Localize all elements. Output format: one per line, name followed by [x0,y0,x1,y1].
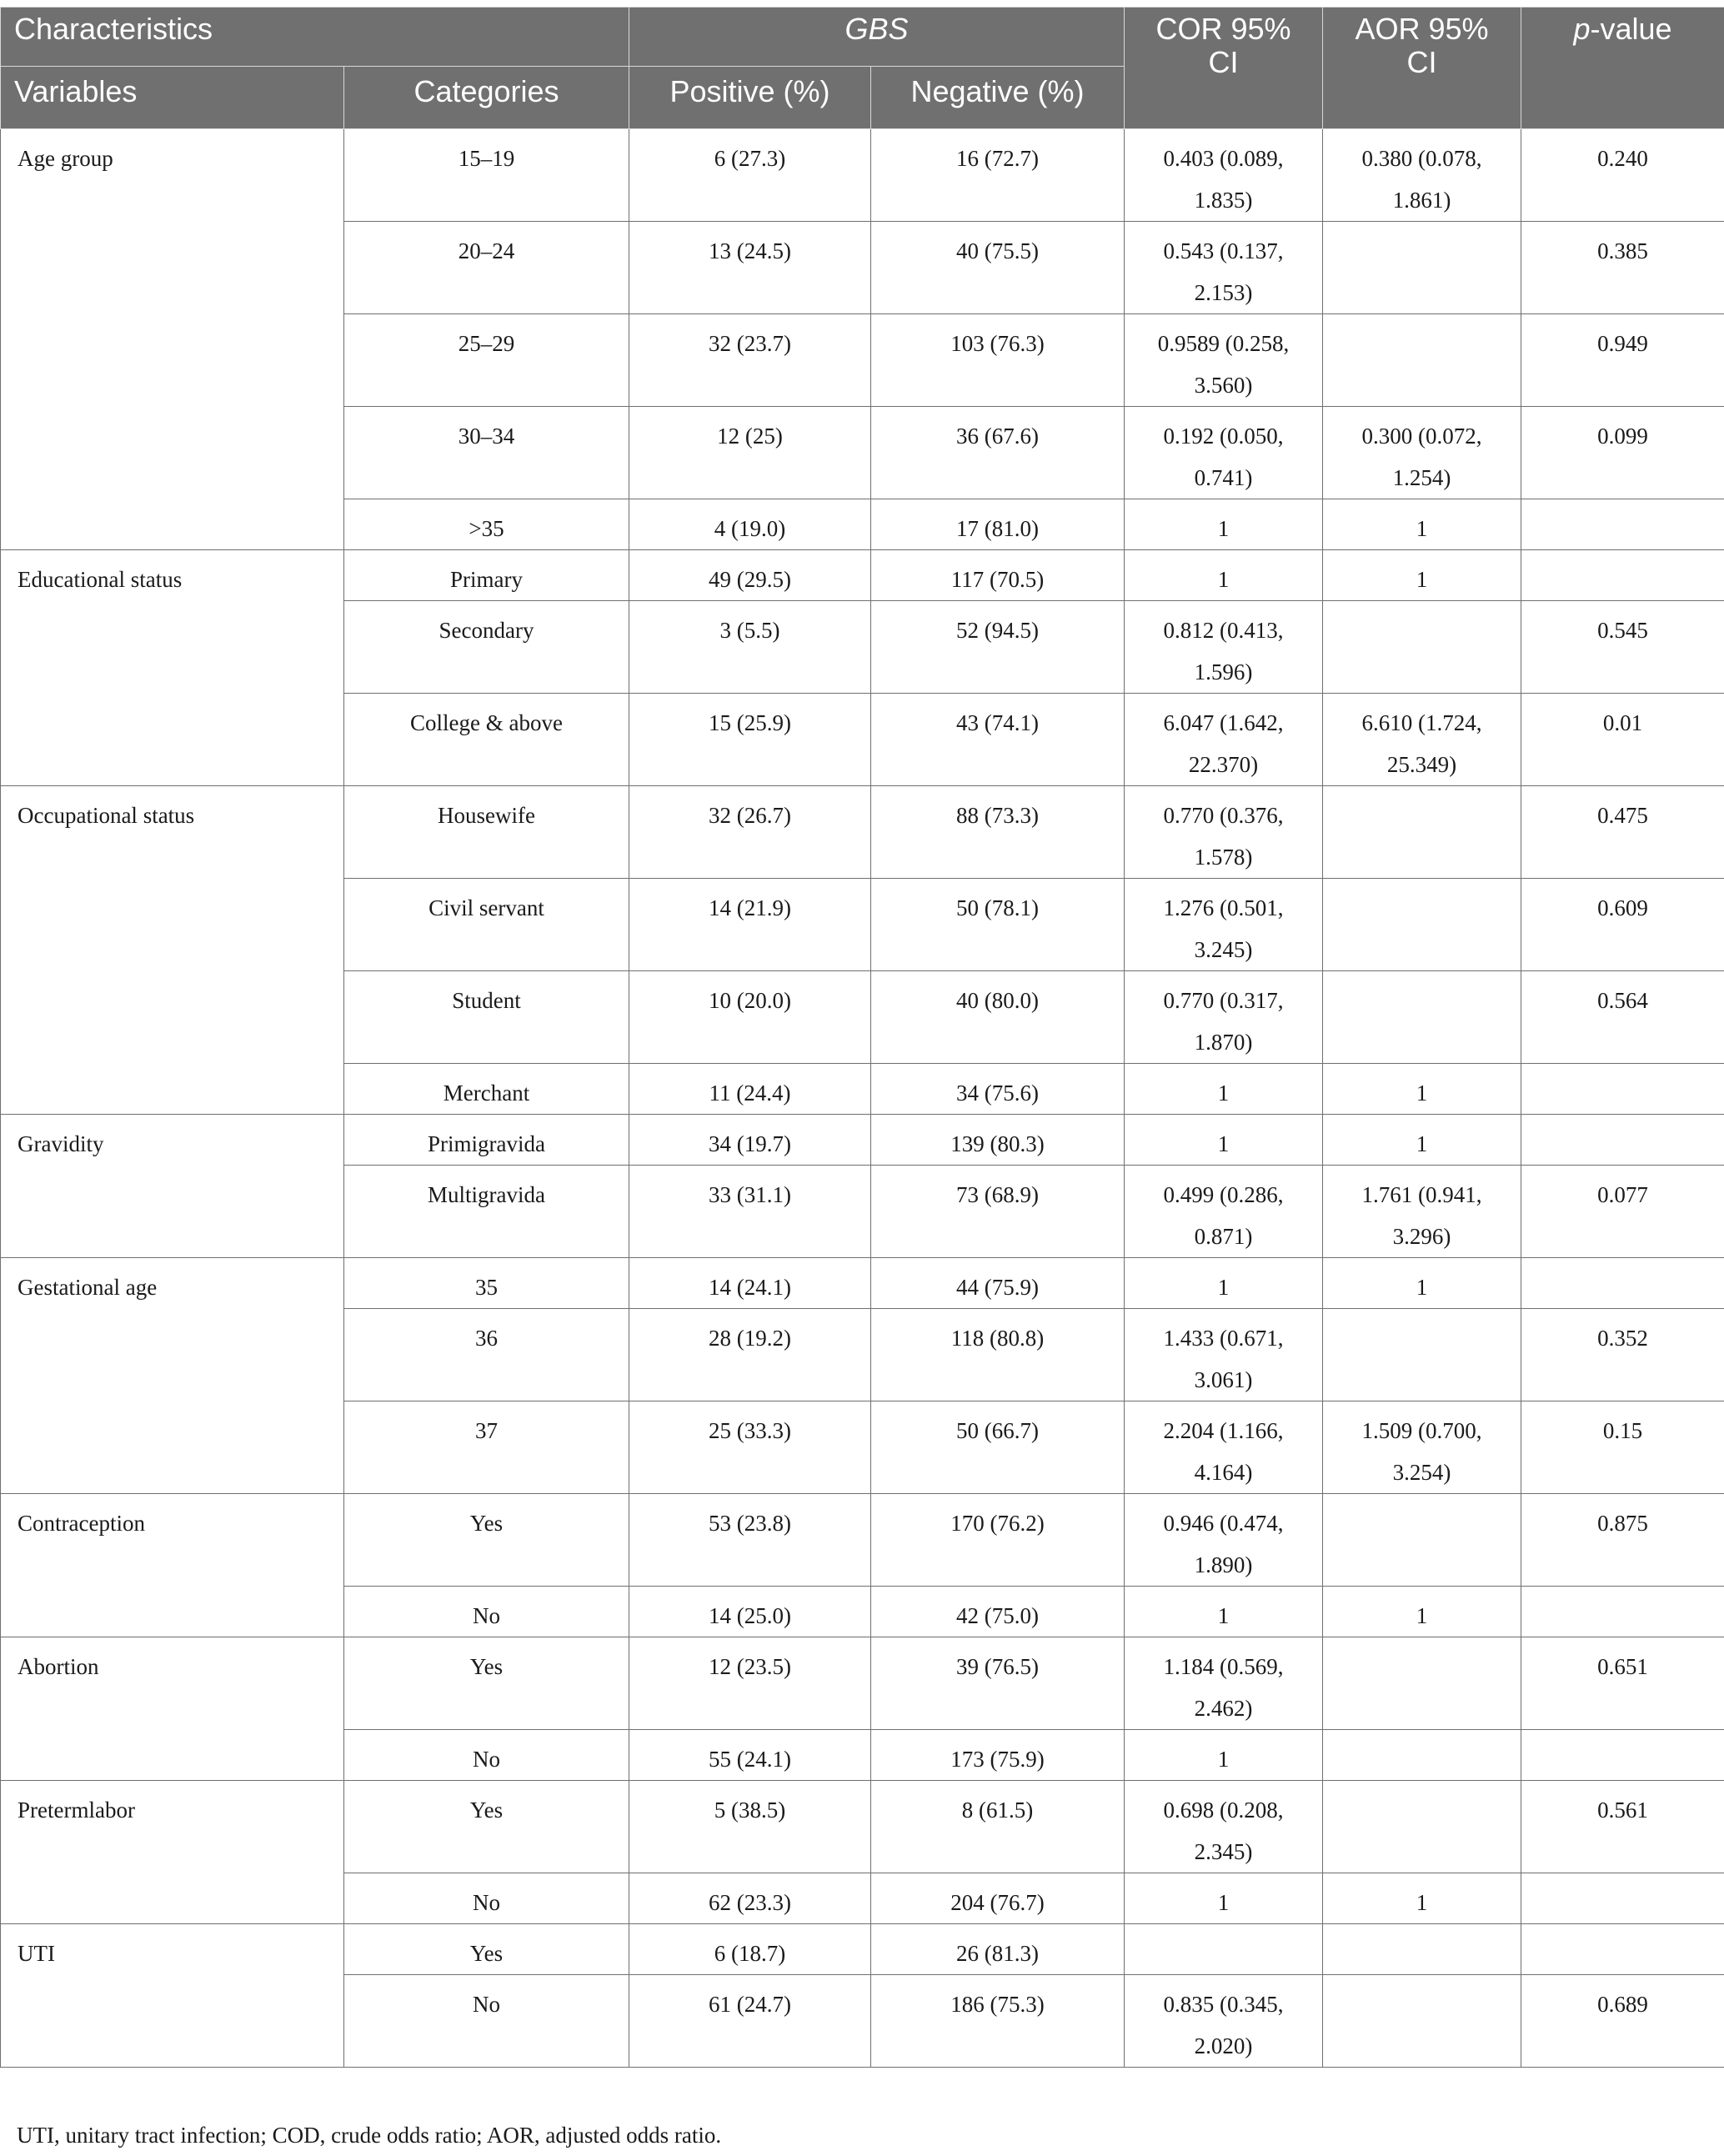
aor-cell [1323,1637,1521,1730]
negative-cell: 73 (68.9) [871,1166,1125,1258]
negative-cell: 40 (75.5) [871,222,1125,314]
p-cell: 0.385 [1521,222,1724,314]
table-row [1,786,1724,879]
p-cell: 0.609 [1521,879,1724,971]
negative-cell: 34 (75.6) [871,1064,1125,1115]
variable-cell: Abortion [1,1637,344,1781]
header-negative: Negative (%) [871,67,1125,129]
negative-cell: 40 (80.0) [871,971,1125,1064]
negative-cell: 52 (94.5) [871,601,1125,694]
category-cell: No [344,1873,629,1924]
cor-cell: 0.698 (0.208, 2.345) [1125,1781,1323,1873]
header-positive: Positive (%) [629,67,871,129]
p-cell: 0.689 [1521,1975,1724,2068]
category-cell: Civil servant [344,879,629,971]
header-p-italic: p [1573,12,1591,46]
header-p-value [1521,8,1724,129]
table-container [0,7,1724,2068]
aor-cell [1323,786,1521,879]
negative-cell: 204 (76.7) [871,1873,1125,1924]
negative-cell: 50 (78.1) [871,879,1125,971]
category-cell: 20–24 [344,222,629,314]
cor-cell: 0.403 (0.089, 1.835) [1125,129,1323,222]
aor-cell: 1 [1323,1064,1521,1115]
category-cell: Housewife [344,786,629,879]
header-cor: COR 95% CI [1125,8,1323,129]
p-cell: 0.545 [1521,601,1724,694]
positive-cell: 11 (24.4) [629,1064,871,1115]
p-cell [1521,1730,1724,1781]
negative-cell: 36 (67.6) [871,407,1125,499]
p-cell: 0.352 [1521,1309,1724,1401]
aor-cell: 1.509 (0.700, 3.254) [1323,1401,1521,1494]
p-cell: 0.949 [1521,314,1724,407]
category-cell: Primary [344,550,629,601]
p-cell [1521,1115,1724,1166]
cor-cell: 0.543 (0.137, 2.153) [1125,222,1323,314]
aor-cell: 0.380 (0.078, 1.861) [1323,129,1521,222]
p-cell: 0.561 [1521,1781,1724,1873]
category-cell: 15–19 [344,129,629,222]
aor-cell [1323,1975,1521,2068]
aor-cell: 0.300 (0.072, 1.254) [1323,407,1521,499]
p-cell: 0.01 [1521,694,1724,786]
category-cell: No [344,1587,629,1637]
cor-cell: 0.499 (0.286, 0.871) [1125,1166,1323,1258]
category-cell: Secondary [344,601,629,694]
positive-cell: 49 (29.5) [629,550,871,601]
p-cell [1521,1924,1724,1975]
p-cell [1521,499,1724,550]
variable-cell: Gestational age [1,1258,344,1494]
p-cell: 0.099 [1521,407,1724,499]
category-cell: Yes [344,1494,629,1587]
cor-cell [1125,1924,1323,1975]
aor-cell [1323,1730,1521,1781]
cor-cell: 0.770 (0.317, 1.870) [1125,971,1323,1064]
positive-cell: 34 (19.7) [629,1115,871,1166]
category-cell: Yes [344,1637,629,1730]
aor-cell: 1.761 (0.941, 3.296) [1323,1166,1521,1258]
aor-cell: 1 [1323,1587,1521,1637]
negative-cell: 43 (74.1) [871,694,1125,786]
positive-cell: 4 (19.0) [629,499,871,550]
negative-cell: 117 (70.5) [871,550,1125,601]
category-cell: 36 [344,1309,629,1401]
category-cell: College & above [344,694,629,786]
cor-cell: 1.276 (0.501, 3.245) [1125,879,1323,971]
aor-cell [1323,1781,1521,1873]
table-row [1,1258,1724,1309]
table-footnote: UTI, unitary tract infection; COD, crude odds ratio; AOR, adjusted odds ratio. [17,2123,722,2148]
negative-cell: 17 (81.0) [871,499,1125,550]
positive-cell: 61 (24.7) [629,1975,871,2068]
positive-cell: 32 (26.7) [629,786,871,879]
aor-cell: 1 [1323,1258,1521,1309]
variable-cell: Pretermlabor [1,1781,344,1924]
table-row [1,1494,1724,1587]
category-cell: Student [344,971,629,1064]
header-p-rest: -value [1590,12,1672,46]
positive-cell: 62 (23.3) [629,1873,871,1924]
header-aor: AOR 95% CI [1323,8,1521,129]
aor-cell: 6.610 (1.724, 25.349) [1323,694,1521,786]
header-variables: Variables [1,67,344,129]
positive-cell: 6 (27.3) [629,129,871,222]
negative-cell: 88 (73.3) [871,786,1125,879]
negative-cell: 139 (80.3) [871,1115,1125,1166]
negative-cell: 50 (66.7) [871,1401,1125,1494]
aor-cell: 1 [1323,1873,1521,1924]
variable-cell: Occupational status [1,786,344,1115]
aor-cell: 1 [1323,550,1521,601]
header-gbs: GBS [629,8,1125,67]
negative-cell: 170 (76.2) [871,1494,1125,1587]
negative-cell: 103 (76.3) [871,314,1125,407]
category-cell: Multigravida [344,1166,629,1258]
p-cell: 0.077 [1521,1166,1724,1258]
aor-cell [1323,1494,1521,1587]
positive-cell: 28 (19.2) [629,1309,871,1401]
aor-cell: 1 [1323,499,1521,550]
category-cell: Primigravida [344,1115,629,1166]
cor-cell: 1 [1125,1064,1323,1115]
cor-cell: 1 [1125,1258,1323,1309]
category-cell: 30–34 [344,407,629,499]
p-cell: 0.564 [1521,971,1724,1064]
aor-cell [1323,222,1521,314]
negative-cell: 39 (76.5) [871,1637,1125,1730]
category-cell: Yes [344,1924,629,1975]
aor-cell: 1 [1323,1115,1521,1166]
positive-cell: 12 (23.5) [629,1637,871,1730]
p-cell: 0.240 [1521,129,1724,222]
p-cell [1521,1258,1724,1309]
positive-cell: 53 (23.8) [629,1494,871,1587]
positive-cell: 25 (33.3) [629,1401,871,1494]
category-cell: 35 [344,1258,629,1309]
positive-cell: 14 (25.0) [629,1587,871,1637]
table-row [1,550,1724,601]
cor-cell: 2.204 (1.166, 4.164) [1125,1401,1323,1494]
p-cell [1521,1587,1724,1637]
table-row [1,1115,1724,1166]
table-row [1,129,1724,222]
category-cell: No [344,1730,629,1781]
table-row [1,1781,1724,1873]
p-cell: 0.875 [1521,1494,1724,1587]
aor-cell [1323,879,1521,971]
positive-cell: 55 (24.1) [629,1730,871,1781]
negative-cell: 42 (75.0) [871,1587,1125,1637]
negative-cell: 26 (81.3) [871,1924,1125,1975]
positive-cell: 6 (18.7) [629,1924,871,1975]
cor-cell: 1 [1125,1587,1323,1637]
aor-cell [1323,314,1521,407]
p-cell [1521,1873,1724,1924]
category-cell: 37 [344,1401,629,1494]
p-cell [1521,550,1724,601]
header-categories: Categories [344,67,629,129]
positive-cell: 5 (38.5) [629,1781,871,1873]
negative-cell: 186 (75.3) [871,1975,1125,2068]
positive-cell: 14 (21.9) [629,879,871,971]
table-body [1,129,1724,2068]
cor-cell: 0.192 (0.050, 0.741) [1125,407,1323,499]
negative-cell: 44 (75.9) [871,1258,1125,1309]
positive-cell: 3 (5.5) [629,601,871,694]
variable-cell: Age group [1,129,344,550]
cor-cell: 1 [1125,499,1323,550]
aor-cell [1323,601,1521,694]
table-row [1,1637,1724,1730]
category-cell: 25–29 [344,314,629,407]
positive-cell: 14 (24.1) [629,1258,871,1309]
aor-cell [1323,971,1521,1064]
positive-cell: 32 (23.7) [629,314,871,407]
positive-cell: 12 (25) [629,407,871,499]
p-cell: 0.15 [1521,1401,1724,1494]
negative-cell: 173 (75.9) [871,1730,1125,1781]
cor-cell: 1 [1125,1115,1323,1166]
cor-cell: 1.433 (0.671, 3.061) [1125,1309,1323,1401]
variable-cell: Contraception [1,1494,344,1637]
cor-cell: 0.770 (0.376, 1.578) [1125,786,1323,879]
positive-cell: 10 (20.0) [629,971,871,1064]
gbs-characteristics-table [0,7,1724,2068]
negative-cell: 118 (80.8) [871,1309,1125,1401]
category-cell: Merchant [344,1064,629,1115]
table-row [1,1924,1724,1975]
cor-cell: 1 [1125,550,1323,601]
cor-cell: 0.835 (0.345, 2.020) [1125,1975,1323,2068]
category-cell: No [344,1975,629,2068]
category-cell: >35 [344,499,629,550]
positive-cell: 13 (24.5) [629,222,871,314]
p-cell: 0.651 [1521,1637,1724,1730]
cor-cell: 1 [1125,1730,1323,1781]
positive-cell: 15 (25.9) [629,694,871,786]
cor-cell: 1.184 (0.569, 2.462) [1125,1637,1323,1730]
variable-cell: UTI [1,1924,344,2068]
negative-cell: 16 (72.7) [871,129,1125,222]
p-cell: 0.475 [1521,786,1724,879]
cor-cell: 0.812 (0.413, 1.596) [1125,601,1323,694]
category-cell: Yes [344,1781,629,1873]
cor-cell: 0.9589 (0.258, 3.560) [1125,314,1323,407]
p-cell [1521,1064,1724,1115]
header-characteristics: Characteristics [1,8,629,67]
aor-cell [1323,1924,1521,1975]
negative-cell: 8 (61.5) [871,1781,1125,1873]
cor-cell: 1 [1125,1873,1323,1924]
cor-cell: 0.946 (0.474, 1.890) [1125,1494,1323,1587]
aor-cell [1323,1309,1521,1401]
cor-cell: 6.047 (1.642, 22.370) [1125,694,1323,786]
positive-cell: 33 (31.1) [629,1166,871,1258]
variable-cell: Gravidity [1,1115,344,1258]
variable-cell: Educational status [1,550,344,786]
